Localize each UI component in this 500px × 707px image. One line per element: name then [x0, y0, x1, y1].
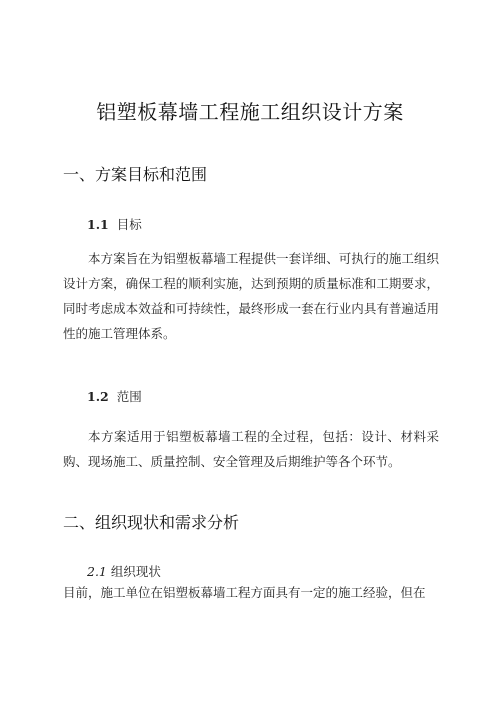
subsection-heading-1-1	[87, 215, 142, 233]
paragraph-scope: 本方案适用于铝塑板幕墙工程的全过程，包括：设计、材料采购、现场施工、质量控制、安全管理及后期维护等各个环节。	[63, 429, 439, 469]
subsection-heading-2-1	[87, 562, 161, 580]
paragraph-goal: 本方案旨在为铝塑板幕墙工程提供一套详细、可执行的施工组织设计方案，确保工程的顺利实施，达到预期的质量标准和工期要求，同时考虑成本效益和可持续性，最终形成一套在行业内具有普遍适用性的施工管理体系。	[63, 251, 439, 341]
subsection-heading-1-2	[87, 387, 142, 405]
section-heading-1: 一、方案目标和范围	[63, 165, 208, 184]
paragraph-org-status: 目前，施工单位在铝塑板幕墙工程方面具有一定的施工经验，但在	[63, 585, 426, 600]
document-title: 铝塑板幕墙工程施工组织设计方案	[96, 100, 404, 124]
section-heading-2: 二、组织现状和需求分析	[63, 513, 240, 532]
subsection-number: 1.2	[87, 389, 109, 404]
subsection-number: 1.1	[87, 217, 109, 232]
subsection-title: 目标	[116, 217, 142, 232]
subsection-number: 2.1	[87, 564, 107, 579]
subsection-title: 范围	[116, 389, 142, 404]
subsection-title: 组织现状	[110, 564, 161, 579]
